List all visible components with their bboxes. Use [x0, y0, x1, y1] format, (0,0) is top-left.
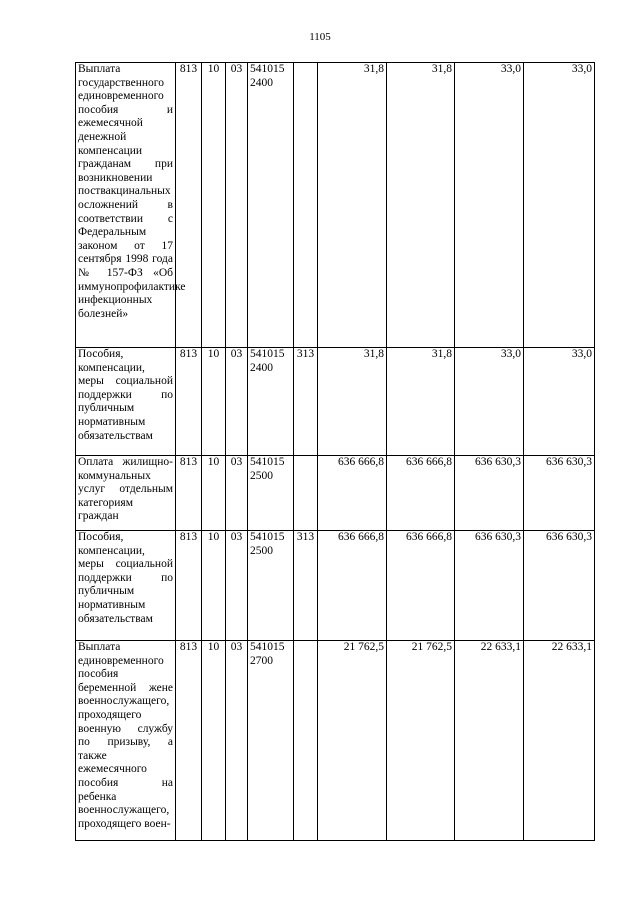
amount-3: 22 633,1 — [455, 641, 524, 841]
expense-type-code — [294, 63, 318, 348]
table-row — [76, 63, 595, 348]
table-row — [76, 641, 595, 841]
target-article-code: 541015 2400 — [248, 63, 294, 348]
amount-1: 31,8 — [318, 63, 387, 348]
expense-type-code: 313 — [294, 531, 318, 641]
amount-4: 22 633,1 — [524, 641, 595, 841]
amount-1: 21 762,5 — [318, 641, 387, 841]
amount-4: 33,0 — [524, 63, 595, 348]
amount-3: 33,0 — [455, 63, 524, 348]
expense-type-code: 313 — [294, 348, 318, 456]
target-article-code: 541015 2500 — [248, 531, 294, 641]
amount-3: 636 630,3 — [455, 456, 524, 531]
amount-3: 636 630,3 — [455, 531, 524, 641]
table-row — [76, 348, 595, 456]
amount-2: 636 666,8 — [387, 531, 455, 641]
ministry-code: 813 — [176, 531, 202, 641]
amount-4: 636 630,3 — [524, 456, 595, 531]
amount-4: 636 630,3 — [524, 531, 595, 641]
target-article-code: 541015 2700 — [248, 641, 294, 841]
target-article-code: 541015 2500 — [248, 456, 294, 531]
row-description: Пособия, компенсации, меры социальной поддержки по публичным нормативным обязательствам — [76, 348, 176, 456]
section-code: 10 — [202, 63, 226, 348]
expense-type-code — [294, 456, 318, 531]
budget-table — [75, 62, 595, 841]
subsection-code: 03 — [226, 641, 248, 841]
amount-1: 636 666,8 — [318, 531, 387, 641]
page-number: 1105 — [309, 31, 331, 43]
ministry-code: 813 — [176, 348, 202, 456]
amount-4: 33,0 — [524, 348, 595, 456]
subsection-code: 03 — [226, 348, 248, 456]
ministry-code: 813 — [176, 63, 202, 348]
section-code: 10 — [202, 641, 226, 841]
row-description: Оплата жилищно-коммунальных услуг отдельным категориям граждан — [76, 456, 176, 531]
table-row — [76, 456, 595, 531]
subsection-code: 03 — [226, 63, 248, 348]
subsection-code: 03 — [226, 456, 248, 531]
table-row — [76, 531, 595, 641]
amount-1: 31,8 — [318, 348, 387, 456]
amount-2: 31,8 — [387, 63, 455, 348]
amount-2: 636 666,8 — [387, 456, 455, 531]
target-article-code: 541015 2400 — [248, 348, 294, 456]
row-description: Пособия, компенсации, меры социальной поддержки по публичным нормативным обязательствам — [76, 531, 176, 641]
ministry-code: 813 — [176, 456, 202, 531]
amount-2: 21 762,5 — [387, 641, 455, 841]
subsection-code: 03 — [226, 531, 248, 641]
row-description: Выплата единовременного пособия беременной жене военнослужащего, проходящего военную службу по призыву, а также ежемесячного пособия на ребенка военнослужащего, проходящего воен- — [76, 641, 176, 841]
section-code: 10 — [202, 456, 226, 531]
amount-3: 33,0 — [455, 348, 524, 456]
section-code: 10 — [202, 348, 226, 456]
amount-1: 636 666,8 — [318, 456, 387, 531]
amount-2: 31,8 — [387, 348, 455, 456]
row-description: Выплата государственного единовременного пособия и ежемесячной денежной компенсации гражданам при возникновении поствакцинальных осложнений в соответствии с Федеральным законом от 17 сентября 1998 года № 157-ФЗ «Об иммунопрофилактике инфекционных болезней» — [76, 63, 176, 348]
section-code: 10 — [202, 531, 226, 641]
ministry-code: 813 — [176, 641, 202, 841]
expense-type-code — [294, 641, 318, 841]
